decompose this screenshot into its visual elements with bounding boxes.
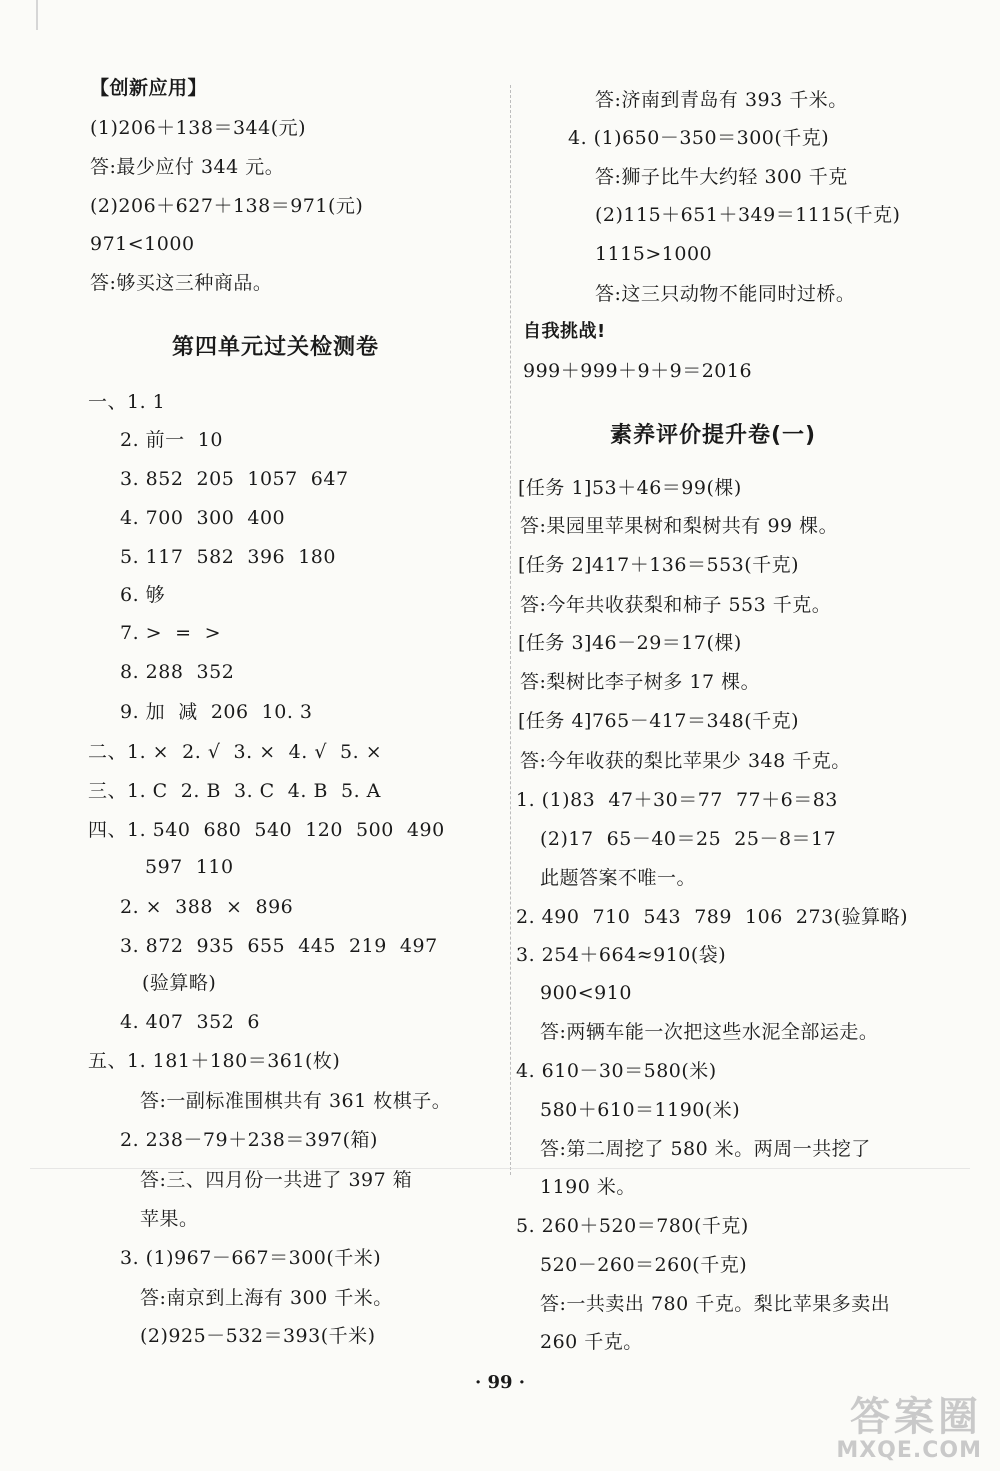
unit4-line: 2. 前一 10 [120, 429, 223, 451]
eval-line: 答:一共卖出 780 千克。梨比苹果多卖出 [540, 1293, 891, 1315]
unit4-line: 2. 238－79＋238＝397(箱) [120, 1129, 378, 1151]
unit4-line: (验算略) [142, 972, 217, 994]
eval-line: 1. (1)83 47＋30＝77 77＋6＝83 [516, 789, 838, 811]
unit4-line: 五、1. 181＋180＝361(枚) [88, 1050, 341, 1072]
eval-line: 3. 254＋664≈910(袋) [516, 944, 727, 966]
watermark-logo: 答案圈 [850, 1394, 982, 1440]
unit4-line: 3. (1)967－667＝300(千米) [120, 1247, 382, 1269]
unit4-line: 7. > = > [120, 622, 222, 644]
unit4-line: 8. 288 352 [120, 661, 235, 683]
footer-rule [30, 1168, 970, 1169]
unit4-line: 4. 407 352 6 [120, 1011, 260, 1033]
corner-mark [36, 0, 38, 30]
unit4-line: 4. 700 300 400 [120, 507, 286, 529]
unit4-line: 5. 117 582 396 180 [120, 546, 336, 568]
eval-line: 2. 490 710 543 789 106 273(验算略) [516, 906, 908, 928]
cont-line: (2)115＋651＋349＝1115(千克) [595, 204, 901, 226]
unit4-line: 3. 872 935 655 445 219 497 [120, 935, 438, 957]
innovation-line: 答:最少应付 344 元。 [90, 156, 285, 178]
unit4-line: 三、1. C 2. B 3. C 4. B 5. A [88, 780, 381, 802]
challenge-title: 自我挑战! [523, 321, 606, 342]
eval-line: 答:今年收获的梨比苹果少 348 千克。 [520, 750, 851, 772]
eval-line: 答:今年共收获梨和柿子 553 千克。 [520, 594, 832, 616]
eval-title: 素养评价提升卷(一) [610, 423, 817, 448]
eval-line: 答:梨树比李子树多 17 棵。 [520, 671, 761, 693]
eval-line: 答:两辆车能一次把这些水泥全部运走。 [540, 1021, 879, 1043]
unit4-line: 苹果。 [140, 1208, 199, 1230]
unit4-line: 6. 够 [120, 584, 166, 606]
cont-line: 答:济南到青岛有 393 千米。 [595, 89, 848, 111]
eval-line: 1190 米。 [540, 1176, 636, 1198]
cont-line: 答:狮子比牛大约轻 300 千克 [595, 166, 848, 188]
eval-line: 4. 610－30＝580(米) [516, 1060, 717, 1082]
innovation-line: 971<1000 [90, 233, 195, 255]
eval-line: 答:果园里苹果树和梨树共有 99 棵。 [520, 515, 839, 537]
innovation-line: (2)206＋627＋138＝971(元) [90, 195, 364, 217]
unit4-line: 二、1. × 2. √ 3. × 4. √ 5. × [88, 741, 383, 763]
page-number: · 99 · [474, 1372, 526, 1393]
unit4-line: (2)925－532＝393(千米) [140, 1325, 376, 1347]
unit4-line: 9. 加 减 206 10. 3 [120, 701, 313, 723]
unit4-line: 答:三、四月份一共进了 397 箱 [140, 1169, 413, 1191]
eval-line: 答:第二周挖了 580 米。两周一共挖了 [540, 1138, 871, 1160]
unit4-title: 第四单元过关检测卷 [172, 335, 380, 360]
eval-line: [任务 1]53＋46＝99(棵) [518, 477, 742, 499]
innovation-line: (1)206＋138＝344(元) [90, 117, 307, 139]
cont-line: 1115>1000 [595, 243, 713, 265]
eval-line: [任务 4]765－417＝348(千克) [518, 710, 800, 732]
column-divider [510, 85, 511, 1175]
unit4-line: 答:一副标准围棋共有 361 枚棋子。 [140, 1090, 452, 1112]
eval-line: 520－260＝260(千克) [540, 1254, 748, 1276]
innovation-section-title: 【创新应用】 [90, 77, 208, 99]
eval-line: [任务 3]46－29＝17(棵) [518, 632, 742, 654]
unit4-line: 一、1. 1 [88, 391, 166, 413]
cont-line: 4. (1)650－350＝300(千克) [568, 127, 830, 149]
challenge-line: 999＋999＋9＋9＝2016 [523, 360, 753, 382]
watermark [742, 1395, 982, 1465]
eval-line: 5. 260＋520＝780(千克) [516, 1215, 749, 1237]
cont-line: 答:这三只动物不能同时过桥。 [595, 283, 856, 305]
unit4-line: 答:南京到上海有 300 千米。 [140, 1287, 393, 1309]
eval-line: 此题答案不唯一。 [540, 867, 697, 889]
innovation-line: 答:够买这三种商品。 [90, 272, 273, 294]
unit4-line: 四、1. 540 680 540 120 500 490 [88, 819, 445, 841]
unit4-line: 3. 852 205 1057 647 [120, 468, 349, 490]
unit4-line: 2. × 388 × 896 [120, 896, 294, 918]
watermark-url: MXQE.COM [836, 1438, 982, 1463]
eval-line: 900<910 [540, 982, 632, 1004]
eval-line: 260 千克。 [540, 1331, 643, 1353]
eval-line: [任务 2]417＋136＝553(千克) [518, 554, 800, 576]
eval-line: 580＋610＝1190(米) [540, 1099, 741, 1121]
eval-line: (2)17 65－40＝25 25－8＝17 [540, 828, 837, 850]
unit4-line: 597 110 [145, 856, 234, 878]
